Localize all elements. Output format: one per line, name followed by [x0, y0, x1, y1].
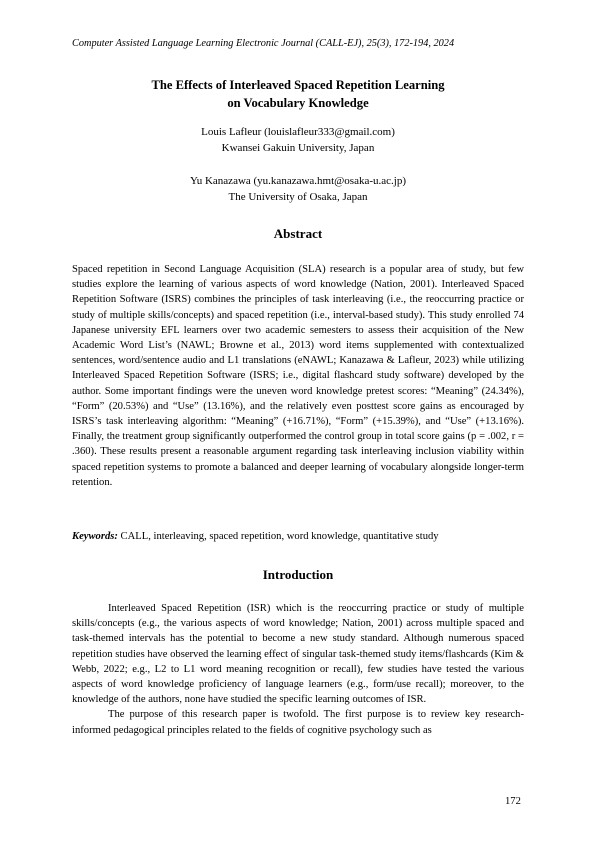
introduction-heading: Introduction: [262, 567, 334, 582]
keywords-label: Keywords:: [72, 531, 118, 542]
author-block-1: [72, 124, 524, 156]
title-line-1: The Effects of Interleaved Spaced Repetition Learning: [151, 78, 445, 92]
keywords-line: [72, 531, 524, 542]
author-affiliation: The University of Osaka, Japan: [228, 191, 368, 203]
author-name: Yu Kanazawa (yu.kanazawa.hmt@osaka-u.ac.jp): [190, 175, 406, 187]
title-line-2: on Vocabulary Knowledge: [227, 96, 369, 110]
abstract-heading: Abstract: [273, 226, 323, 241]
author-block-2: [72, 173, 524, 205]
intro-paragraph-1: Interleaved Spaced Repetition (ISR) which is the reoccurring practice or study of multiple skills/concepts (e.g., the various aspects of word knowledge; Nation, 2001) across multiple spaced and task-themed intervals has the potential to become a new study standard. Although numerous spaced repetition studies have observed the learning effect of singular task-themed study items/flashcards (Kim & Webb, 2022; e.g., L2 to L1 word meaning recognition or recall), few studies have tested the various aspects of word knowledge proficiency of language learners (e.g., form/use recall); moreover, to the knowledge of the authors, none have studied the specific learning outcomes of ISR.: [72, 603, 524, 706]
paper-title: [72, 76, 524, 112]
journal-header: Computer Assisted Language Learning Electronic Journal (CALL-EJ), 25(3), 172-194, 2024: [72, 38, 455, 49]
author-name: Louis Lafleur (louislafleur333@gmail.com): [201, 126, 395, 138]
intro-paragraph-2: The purpose of this research paper is twofold. The first purpose is to review key research-informed pedagogical principles related to the fields of cognitive psychology such as: [72, 709, 524, 736]
page-number: 172: [505, 796, 521, 807]
author-affiliation: Kwansei Gakuin University, Japan: [221, 142, 375, 154]
abstract-text: Spaced repetition in Second Language Acquisition (SLA) research is a popular area of study, but few studies explore the learning of various aspects of word knowledge (Nation, 2001). Interleaved Spaced Repetition Software (ISRS) combines the principles of task interleaving (i.e., the reoccurring practice or study of multiple skills/concepts) and spaced repetition (i.e., interval-based study). This study enrolled 74 Japanese university EFL learners over two academic semesters to assess their acquisition of the New Academic Word List’s (NAWL; Browne et al., 2013) word items supplemented with contextualized sentences, word/sentence audio and L1 translations (eNAWL; Kanazawa & Lafleur, 2023) while utilizing Interleaved Spaced Repetition Software (ISRS; i.e., digital flashcard study software) developed by the author. Some important findings were the uneven word knowledge pretest scores: “Meaning” (24.34%), “Form” (20.53%) and “Use” (13.16%), and the relatively even posttest score gains as encouraged by ISRS’s task interleaving algorithm: “Meaning” (+16.71%), “Form” (+15.39%), and “Use” (+13.16%). Finally, the treatment group significantly outperformed the control group in total score gains (p = .002, r = .360). These results present a reasonable argument regarding task interleaving inclusion viability within spaced repetition systems to promote a balanced and deeper learning of vocabulary alongside longer-term retention.: [72, 264, 524, 488]
keywords-text: CALL, interleaving, spaced repetition, word knowledge, quantitative study: [117, 531, 439, 542]
introduction-body: [72, 601, 524, 738]
